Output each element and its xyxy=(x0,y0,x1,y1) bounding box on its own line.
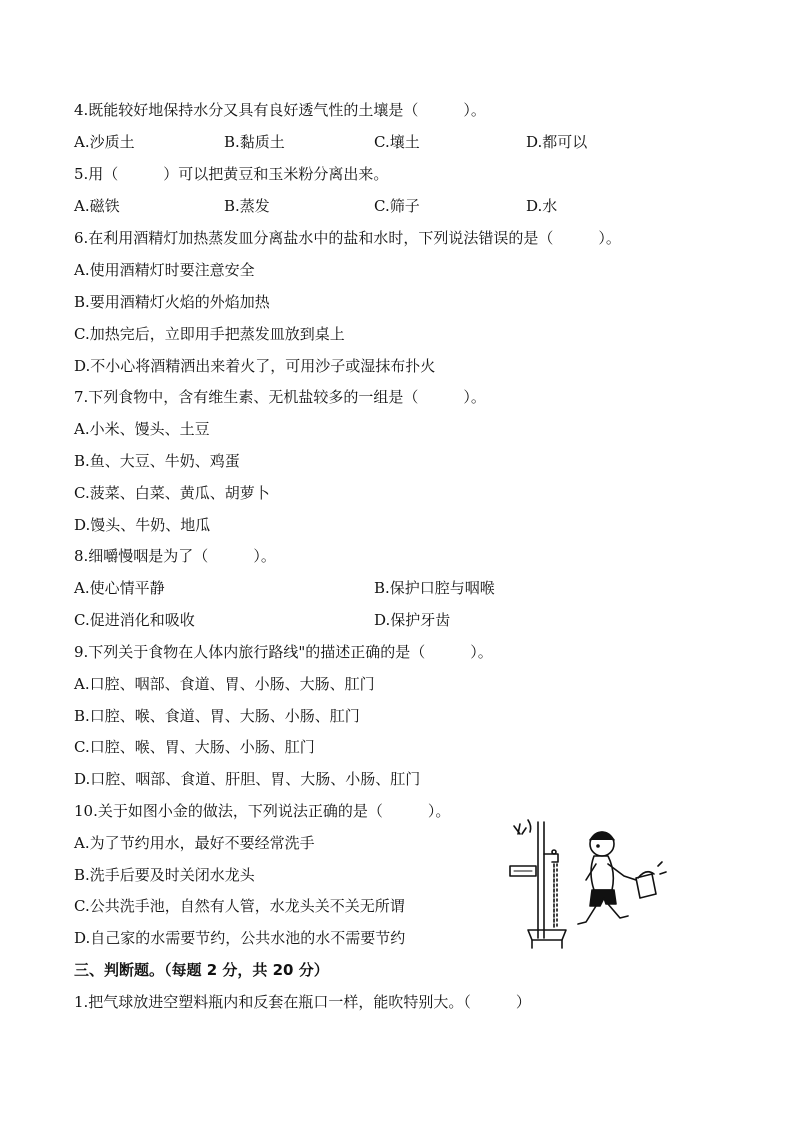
q6-option-c[interactable]: C.加热完后，立即用手把蒸发皿放到桌上 xyxy=(74,325,345,343)
q5-option-a[interactable]: A.磁铁 xyxy=(74,197,120,215)
section-3-heading: 三、判断题。（每题 2 分，共 20 分） xyxy=(74,961,329,979)
q8-option-d[interactable]: D.保护牙齿 xyxy=(374,611,451,629)
q10-option-c[interactable]: C.公共洗手池，自然有人管，水龙头关不关无所谓 xyxy=(74,897,405,915)
q7-option-b[interactable]: B.鱼、大豆、牛奶、鸡蛋 xyxy=(74,452,240,470)
faucet-boy-illustration xyxy=(498,818,668,950)
section-3-q1: 1.把气球放进空塑料瓶内和反套在瓶口一样，能吹特别大。（ ） xyxy=(74,993,531,1011)
q4-option-c[interactable]: C.壤土 xyxy=(374,133,420,151)
boy-running-from-open-faucet-icon xyxy=(498,818,668,950)
q6-option-b[interactable]: B.要用酒精灯火焰的外焰加热 xyxy=(74,293,270,311)
q7-option-d[interactable]: D.馒头、牛奶、地瓜 xyxy=(74,516,211,534)
q4-option-d[interactable]: D.都可以 xyxy=(526,133,588,151)
q7-option-c[interactable]: C.菠菜、白菜、黄瓜、胡萝卜 xyxy=(74,484,270,502)
q10-option-b[interactable]: B.洗手后要及时关闭水龙头 xyxy=(74,866,255,884)
q8-option-b[interactable]: B.保护口腔与咽喉 xyxy=(374,579,495,597)
q9-option-c[interactable]: C.口腔、喉、胃、大肠、小肠、肛门 xyxy=(74,738,315,756)
q5-option-b[interactable]: B.蒸发 xyxy=(224,197,270,215)
q5-stem: 5.用（ ）可以把黄豆和玉米粉分离出来。 xyxy=(74,165,389,183)
q9-option-d[interactable]: D.口腔、咽部、食道、肝胆、胃、大肠、小肠、肛门 xyxy=(74,770,421,788)
q8-stem: 8.细嚼慢咽是为了（ ）。 xyxy=(74,547,276,565)
q4-option-b[interactable]: B.黏质土 xyxy=(224,133,285,151)
q5-option-d[interactable]: D.水 xyxy=(526,197,558,215)
q9-stem: 9.下列关于食物在人体内旅行路线"的描述正确的是（ ）。 xyxy=(74,643,493,661)
q8-option-a[interactable]: A.使心情平静 xyxy=(74,579,165,597)
q5-option-c[interactable]: C.筛子 xyxy=(374,197,420,215)
q4-stem: 4.既能较好地保持水分又具有良好透气性的土壤是（ ）。 xyxy=(74,101,486,119)
q10-option-d[interactable]: D.自己家的水需要节约，公共水池的水不需要节约 xyxy=(74,929,406,947)
q6-option-d[interactable]: D.不小心将酒精洒出来着火了，可用沙子或湿抹布扑火 xyxy=(74,357,436,375)
q8-option-c[interactable]: C.促进消化和吸收 xyxy=(74,611,195,629)
q9-option-b[interactable]: B.口腔、喉、食道、胃、大肠、小肠、肛门 xyxy=(74,707,360,725)
q4-option-a[interactable]: A.沙质土 xyxy=(74,133,135,151)
q7-option-a[interactable]: A.小米、馒头、土豆 xyxy=(74,420,210,438)
q10-stem: 10.关于如图小金的做法，下列说法正确的是（ ）。 xyxy=(74,802,451,820)
q6-stem: 6.在利用酒精灯加热蒸发皿分离盐水中的盐和水时，下列说法错误的是（ ）。 xyxy=(74,229,621,247)
q6-option-a[interactable]: A.使用酒精灯时要注意安全 xyxy=(74,261,255,279)
q7-stem: 7.下列食物中，含有维生素、无机盐较多的一组是（ ）。 xyxy=(74,388,486,406)
q10-option-a[interactable]: A.为了节约用水，最好不要经常洗手 xyxy=(74,834,315,852)
q9-option-a[interactable]: A.口腔、咽部、食道、胃、小肠、大肠、肛门 xyxy=(74,675,375,693)
